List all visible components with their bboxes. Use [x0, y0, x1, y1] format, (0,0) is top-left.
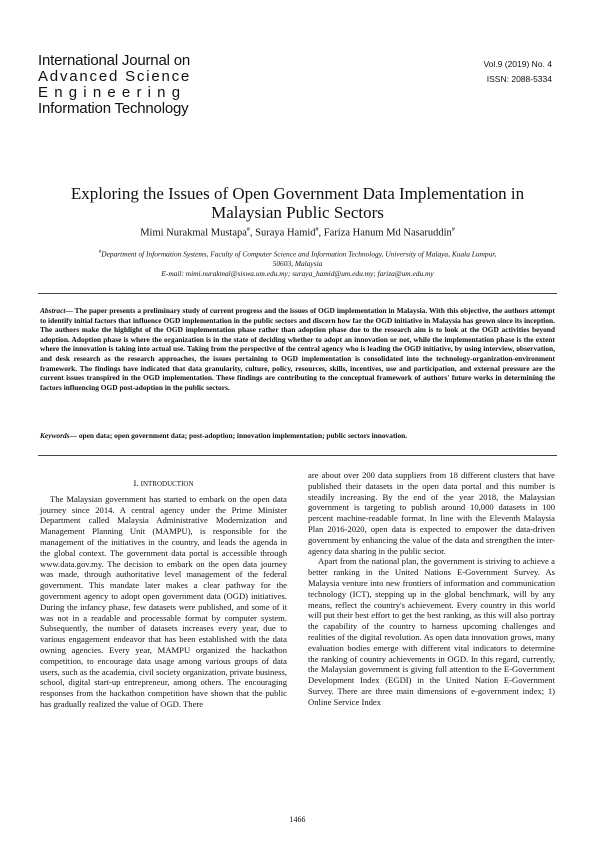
journal-name-line2: Advanced Science [38, 68, 192, 85]
affiliation [40, 248, 555, 279]
body-paragraph: are about over 200 data suppliers from 18 different clusters that have published their datasets in the open data portal and this number is steadily increasing. By the end of the year 2018, the Malaysian government is targeting to publish around 10,000 datasets in 100 percent machine-readable format. In line with the Eleventh Malaysia Plan 2016-2020, open data is expected to empower the data-driven government by enhancing the value of the data and strengthen the inter-agency data sharing in the public sector. [308, 470, 555, 556]
affiliation-line1: Department of Information Systems, Faculty of Computer Science and Information Technology, University of Malaya, Kuala Lumpur, [101, 249, 497, 259]
volume-label: Vol.9 (2019) No. 4 [483, 59, 552, 69]
author-mark: # [315, 227, 319, 233]
body-paragraph: Apart from the national plan, the government is striving to achieve a better ranking in the United Nations E-Government Survey. As Malaysia venture into new frontiers of information and communication technology (ICT), stepping up in the global benchmark, will by any means, reflect the country's achievement. Every country in this world will put their best effort to get the best ranking, as this will also portray the capability of the country to harness upcoming challenges and realities of the digital revolution. As open data innovation grows, many evaluation bodies emerge with different vital indicators to determine the ranking of country achievements in OGD. In this regard, currently, the Malaysian government is giving full attention to the E-Government Development Index (EGDI) in the United Nation E-Government Survey. There are three main dimensions of e-government index; 1) Online Service Index [308, 556, 555, 707]
keywords-text: — open data; open government data; post-adoption; innovation implementation; public sectors innovation. [69, 431, 408, 440]
affiliation-email: E-mail: mimi.nurakmal@siswa.um.edu.my; suraya_hamid@um.edu.my; fariza@um.edu.my [161, 269, 434, 279]
title-line1: Exploring the Issues of Open Government Data Implementation in [70, 184, 525, 203]
section-heading [40, 478, 287, 490]
author-name: Fariza Hanum Md Nasaruddin [323, 227, 452, 239]
section-number: I. [133, 478, 139, 488]
journal-logo [38, 53, 191, 117]
author-name: Mimi Nurakmal Mustapa [140, 227, 247, 239]
abstract-text: — The paper presents a preliminary study of current progress and the issues of OGD implementation in Malaysia. With this objective, the authors attempt to identify initial factors that influence OGD implementation in the public sectors and discern how far the OGD initiative in Malaysia has grown since its inception. The authors make the highlight of the OGD implementation phase rather than adoption phase due to the research aim is to look at the OGD activities beyond adoption. Adoption phase is where the organization is in the state of deciding whether to adopt an innovation or not, while the implementation phase is the extent where the innovation is taking into actual use. Taking from the perspective of the central agency who is leading the OGD initiative, by using interview, observation, and desk research as the research approaches, the issues pertaining to OGD implementation is consolidated into the technology-organization-environment framework. The findings have indicated that data granularity, culture, policy, resources, skills, incentives, use and participation, and external pressure are the current issues transpired in the OGD implementation. These findings are contributing to the conceptual framework of authors' future works in determining the factors influencing OGD post-adoption in the public sectors. [40, 306, 555, 392]
author-mark: # [246, 227, 250, 233]
abstract-label: Abstract [40, 306, 66, 315]
paper-title [40, 184, 555, 222]
volume-info [483, 57, 552, 87]
keywords-label: Keywords [40, 431, 70, 440]
abstract [40, 306, 555, 392]
author-separator: , [318, 227, 324, 239]
section-title: INTRODUCTION [140, 480, 194, 488]
journal-name-line4: Information Technology [38, 100, 189, 117]
author-name: Suraya Hamid [255, 227, 316, 239]
author-list [40, 227, 555, 239]
right-column [308, 470, 555, 708]
keywords [40, 431, 555, 441]
abstract-top-rule [38, 293, 557, 294]
affiliation-line2: 50603, Malaysia [272, 259, 323, 269]
journal-name-line1: International Journal on [38, 52, 190, 69]
keywords-bottom-rule [38, 455, 557, 456]
affiliation-mark: # [98, 250, 102, 255]
author-mark: # [451, 227, 455, 233]
body-paragraph: The Malaysian government has started to embark on the open data journey since 2014. A central agency under the Prime Minister Department called Malaysia Administrative Modernization and Management Planning Unit (MAMPU), is responsible for the management of the initiatives in the country, and leads the agenda in the global context. The government data portal is accessible through www.data.gov.my. The decision to embark on the open data journey was made, through authoritative level management of the federal government. This mandate later makes a clear pathway for the government agency to adopt open government data (OGD) initiatives. During the infancy phase, few datasets were published, and some of it was not in a readable and processable format by computer system. Subsequently, the number of datasets increases every year, due to various engagement endeavor that has been established with the data owning agencies. Every year, MAMPU organized the hackathon competition, to encourage data usage among various groups of data users, such as the academia, civil society organization, private business, school, digital start-up entrepreneur, among others. The encouraging responses from the hackathon competition have shown that the public has gradually realized the value of OGD. There [40, 493, 287, 709]
journal-name-line3: Engineering [38, 84, 187, 101]
issn-label: ISSN: 2088-5334 [486, 74, 552, 84]
title-line2: Malaysian Public Sectors [211, 203, 384, 222]
left-column [40, 478, 287, 710]
page-number: 1466 [289, 815, 306, 824]
author-separator: , [249, 227, 256, 239]
